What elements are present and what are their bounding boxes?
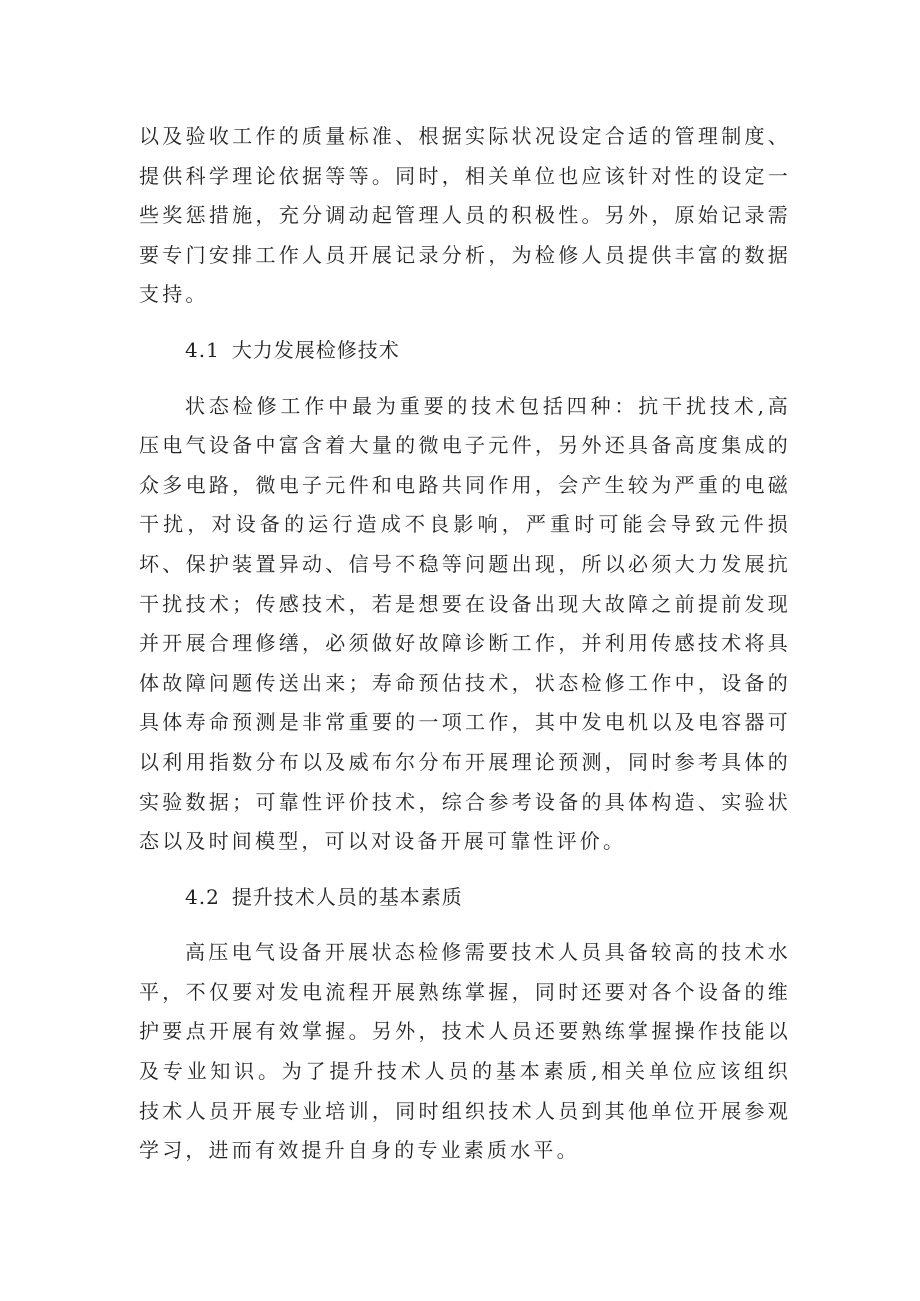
document-body [139,117,791,1171]
section-number: 4.1 [185,337,220,362]
section-title: 大力发展检修技术 [231,337,400,362]
paragraph-continued: 以及验收工作的质量标准、根据实际状况设定合适的管理制度、提供科学理论依据等等。同时，相关单位也应该针对性的设定一些奖惩措施，充分调动起管理人员的积极性。另外，原始记录需要专门安排工作人员开展记录分析，为检修人员提供丰富的数据支持。 [139,124,791,307]
paragraph-section-4-1: 状态检修工作中最为重要的技术包括四种：抗干扰技术,高压电气设备中富含着大量的微电子元件，另外还具备高度集成的众多电路，微电子元件和电路共同作用，会产生较为严重的电磁干扰，对设备的运行造成不良影响，严重时可能会导致元件损坏、保护装置异动、信号不稳等问题出现，所以必须大力发展抗干扰技术；传感技术，若是想要在设备出现大故障之前提前发现并开展合理修缮，必须做好故障诊断工作，并利用传感技术将具体故障问题传送出来；寿命预估技术，状态检修工作中，设备的具体寿命预测是非常重要的一项工作，其中发电机以及电容器可以利用指数分布以及威布尔分布开展理论预测，同时参考具体的实验数据；可靠性评价技术，综合参考设备的具体构造、实验状态以及时间模型，可以对设备开展可靠性评价。 [139,393,791,854]
section-number: 4.2 [185,884,220,909]
paragraph-section-4-2: 高压电气设备开展状态检修需要技术人员具备较高的技术水平，不仅要对发电流程开展熟练掌握，同时还要对各个设备的维护要点开展有效掌握。另外，技术人员还要熟练掌握操作技能以及专业知识。为了提升技术人员的基本素质,相关单位应该组织技术人员开展专业培训，同时组织技术人员到其他单位开展参观学习，进而有效提升自身的专业素质水平。 [139,940,791,1163]
section-heading-4-2 [139,878,791,918]
section-title: 提升技术人员的基本素质 [231,884,463,909]
section-heading-4-1 [139,331,791,371]
